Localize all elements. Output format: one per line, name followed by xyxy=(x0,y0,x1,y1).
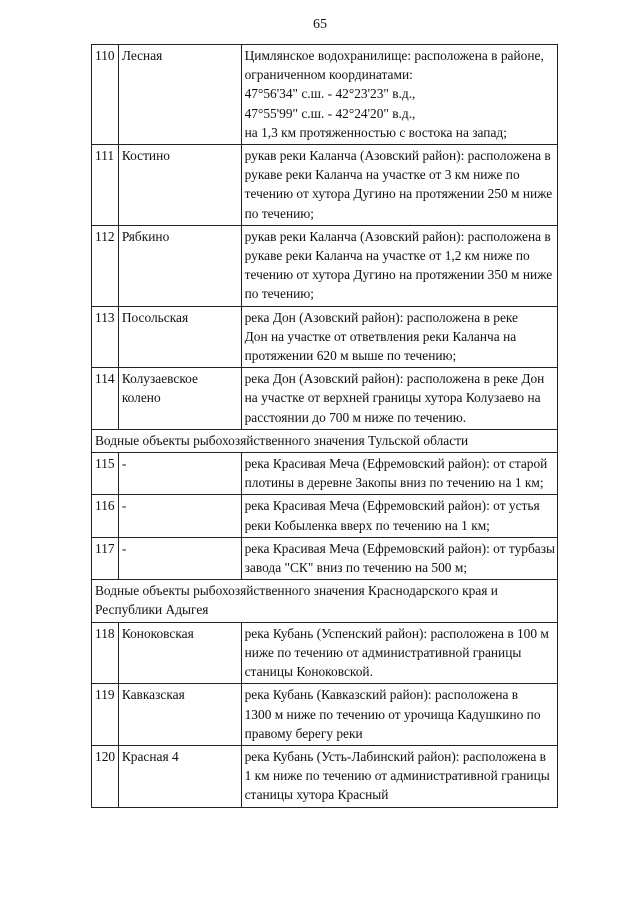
site-description-line: течению от хутора Дугино на протяжении 350 м ниже xyxy=(244,267,553,283)
page-number: 65 xyxy=(313,17,327,32)
row-number: 112 xyxy=(92,225,119,306)
section-heading-line: Республики Адыгея xyxy=(95,602,209,618)
site-name xyxy=(118,145,241,226)
site-description xyxy=(241,453,557,495)
section-heading-line: Водные объекты рыбохозяйственного значения Краснодарского края и xyxy=(95,583,498,599)
site-description-line: рукаве реки Каланча на участке от 3 км ниже по xyxy=(244,167,520,183)
site-description xyxy=(241,45,557,145)
site-description xyxy=(241,495,557,537)
site-description-line: река Дон (Азовский район): расположена в реке Дон xyxy=(244,371,545,387)
site-description xyxy=(241,306,557,368)
site-name-line: Лесная xyxy=(121,48,163,63)
site-description-line: ниже по течению от административной границы xyxy=(244,644,522,660)
site-name-line: Рябкино xyxy=(121,228,170,244)
site-description-line: реки Кобыленка вверх по течению на 1 км; xyxy=(244,517,490,533)
site-description xyxy=(241,684,557,746)
row-number: 116 xyxy=(92,495,119,537)
site-description xyxy=(241,537,557,579)
site-description-line: река Кубань (Кавказский район): расположена в xyxy=(244,687,519,703)
site-description xyxy=(241,225,557,306)
site-description xyxy=(241,622,557,684)
site-description-line: течению от хутора Дугино на протяжении 250 м ниже xyxy=(244,186,553,202)
table-row xyxy=(92,745,558,807)
site-name-line: Красная 4 xyxy=(121,748,179,764)
site-description-line: река Кубань (Успенский район): расположена в 100 м xyxy=(244,625,549,641)
table-row xyxy=(92,684,558,746)
site-description-line: завода "СК" вниз по течению на 500 м; xyxy=(244,560,468,576)
site-description-line: плотины в деревне Закопы вниз по течению на 1 км; xyxy=(244,475,544,491)
site-description-line: 1 км ниже по течению от административной границы xyxy=(244,768,550,784)
table-row xyxy=(92,495,558,537)
section-heading-line: Водные объекты рыбохозяйственного значения Тульской области xyxy=(95,432,469,448)
site-description-line: правому берегу реки xyxy=(244,725,363,741)
site-description-line: Дон на участке от ответвления реки Каланча на xyxy=(244,328,517,344)
site-description-line: 47°55'99" с.ш. - 42°24'20" в.д., xyxy=(244,105,416,121)
site-description-line: река Красивая Меча (Ефремовский район): от турбазы xyxy=(244,540,555,556)
site-description-line: расстоянии до 700 м ниже по течению. xyxy=(244,409,467,425)
site-name-line: Костино xyxy=(121,148,170,164)
site-description-line: протяжении 620 м выше по течению; xyxy=(244,348,457,364)
site-description-line: рукав реки Каланча (Азовский район): расположена в xyxy=(244,148,551,164)
section-heading-row xyxy=(92,580,558,622)
row-number: 110 xyxy=(92,45,119,145)
fishing-sites-table xyxy=(91,44,558,808)
site-description-line: рукав реки Каланча (Азовский район): расположена в xyxy=(244,228,551,244)
section-heading xyxy=(92,580,558,622)
site-name xyxy=(118,622,241,684)
row-number: 119 xyxy=(92,684,119,746)
site-description-line: река Красивая Меча (Ефремовский район): от устья xyxy=(244,498,540,514)
site-name xyxy=(118,368,241,430)
site-description xyxy=(241,745,557,807)
table-row xyxy=(92,306,558,368)
site-description-line: по течению; xyxy=(244,286,315,302)
table-row xyxy=(92,453,558,495)
site-description-line: река Красивая Меча (Ефремовский район): от старой xyxy=(244,456,548,472)
row-number: 111 xyxy=(92,145,119,226)
site-name-line: Коноковская xyxy=(121,625,194,641)
section-heading xyxy=(92,429,558,452)
site-name xyxy=(118,745,241,807)
table-row xyxy=(92,225,558,306)
site-description-line: станицы хутора Красный xyxy=(244,787,389,803)
site-name xyxy=(118,45,241,145)
site-description-line: река Дон (Азовский район): расположена в реке xyxy=(244,309,518,325)
row-number: 114 xyxy=(92,368,119,430)
site-name xyxy=(118,453,241,495)
row-number: 117 xyxy=(92,537,119,579)
site-name-line: - xyxy=(121,498,127,514)
site-description-line: станицы Коноковской. xyxy=(244,664,373,680)
site-description-line: на 1,3 км протяженностью с востока на запад; xyxy=(244,124,507,140)
site-name xyxy=(118,684,241,746)
site-name xyxy=(118,225,241,306)
site-name-line: Кавказская xyxy=(121,687,185,703)
site-description-line: рукаве реки Каланча на участке от 1,2 км ниже по xyxy=(244,248,530,264)
row-number: 113 xyxy=(92,306,119,368)
site-name-line: Посольская xyxy=(121,309,189,325)
site-description-line: по течению; xyxy=(244,205,315,221)
row-number: 118 xyxy=(92,622,119,684)
site-name xyxy=(118,537,241,579)
site-description xyxy=(241,145,557,226)
site-description-line: на участке от верхней границы хутора Колузаево на xyxy=(244,390,541,406)
table-row xyxy=(92,622,558,684)
site-description-line: 47°56'34" с.ш. - 42°23'23" в.д., xyxy=(244,86,416,102)
table-row xyxy=(92,45,558,145)
site-description-line: Цимлянское водохранилище: расположена в районе, xyxy=(244,48,544,63)
row-number: 115 xyxy=(92,453,119,495)
site-description-line: река Кубань (Усть-Лабинский район): расположена в xyxy=(244,748,546,764)
site-description-line: ограниченном координатами: xyxy=(244,67,413,83)
site-description xyxy=(241,368,557,430)
table-row xyxy=(92,145,558,226)
site-name-line: Колузаевское xyxy=(121,371,198,387)
table-body xyxy=(92,45,558,808)
site-name xyxy=(118,495,241,537)
table-row xyxy=(92,368,558,430)
table-row xyxy=(92,537,558,579)
section-heading-row xyxy=(92,429,558,452)
site-name-line: - xyxy=(121,540,127,556)
site-name-line: - xyxy=(121,456,127,472)
site-name xyxy=(118,306,241,368)
site-name-line: колено xyxy=(121,390,161,406)
site-description-line: 1300 м ниже по течению от урочища Кадушкино по xyxy=(244,706,541,722)
row-number: 120 xyxy=(92,745,119,807)
